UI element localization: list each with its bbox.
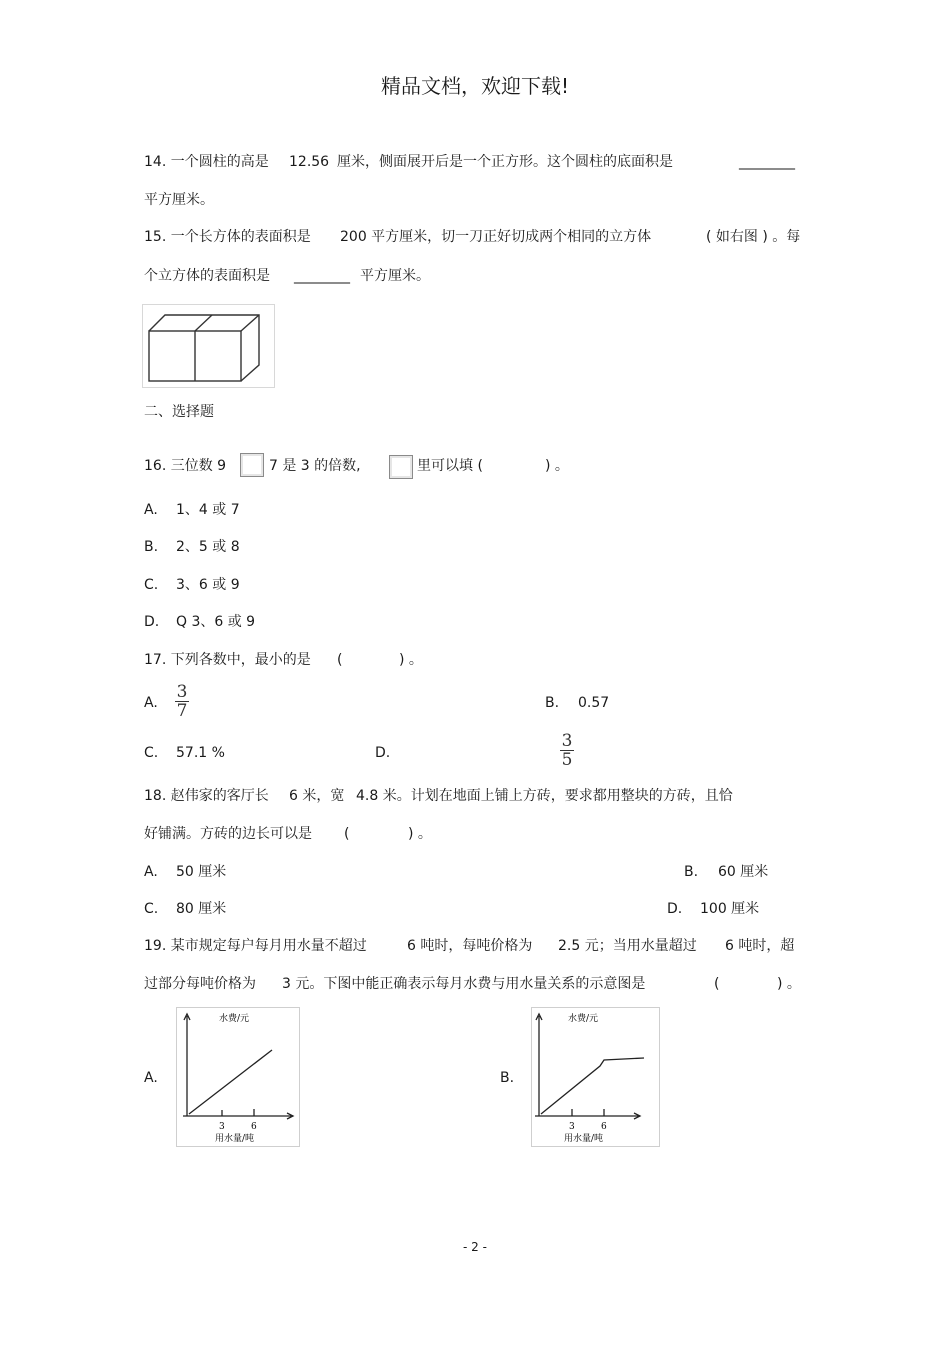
fraction-numerator: 3 bbox=[561, 731, 573, 751]
q19-text-b: 6 吨时，每吨价格为 bbox=[407, 938, 533, 954]
q19-text-line2a: 过部分每吨价格为 bbox=[144, 976, 256, 992]
q15-text-c: ( 如右图 ) 。每 bbox=[706, 229, 801, 245]
graph-b-xlabel: 用水量/吨 bbox=[564, 1134, 604, 1144]
digit-box bbox=[240, 453, 264, 477]
q14-text-c: 厘米，侧面展开后是一个正方形。这个圆柱的底面积是 bbox=[337, 154, 673, 170]
q19-text-line2d: ) 。 bbox=[777, 976, 801, 992]
q16-option-letter: B. bbox=[144, 539, 159, 555]
page-number: - 2 - bbox=[463, 1240, 487, 1254]
cubes-figure bbox=[142, 304, 275, 388]
q18-option-text: 80 厘米 bbox=[176, 901, 227, 917]
q19-text-line2c: ( bbox=[714, 976, 720, 992]
q17-option-c-letter: C. bbox=[144, 745, 159, 761]
digit-box bbox=[389, 455, 413, 479]
q17-option-c-text: 57.1 % bbox=[176, 745, 225, 761]
q16-text-d: ) 。 bbox=[545, 458, 569, 474]
graph-a-plot bbox=[177, 1008, 299, 1146]
q17-text-a: 17. 下列各数中，最小的是 bbox=[144, 652, 311, 668]
q19-text-d: 6 吨时，超 bbox=[725, 938, 795, 954]
q16-option-text: 2、5 或 8 bbox=[176, 539, 240, 555]
q17-text-c: ) 。 bbox=[399, 652, 423, 668]
q14-blank: ________ bbox=[739, 154, 795, 170]
q17-option-b-text: 0.57 bbox=[578, 695, 610, 711]
fraction-3-7 bbox=[175, 684, 189, 719]
q15-blank: ________ bbox=[294, 268, 350, 284]
q17-option-b-letter: B. bbox=[545, 695, 560, 711]
graph-b bbox=[531, 1007, 660, 1147]
q18-text-line2c: ) 。 bbox=[408, 826, 432, 842]
graph-line bbox=[189, 1050, 272, 1114]
graph-a-tick-6: 6 bbox=[251, 1122, 257, 1132]
cubes-drawing bbox=[143, 305, 274, 387]
q14-text-line2: 平方厘米。 bbox=[144, 192, 214, 208]
q14-text-b: 12.56 bbox=[289, 154, 330, 170]
q18-text-line2b: ( bbox=[344, 826, 350, 842]
graph-a-xlabel: 用水量/吨 bbox=[215, 1134, 255, 1144]
q16-option-text: 1、4 或 7 bbox=[176, 502, 240, 518]
q18-text-b: 6 米，宽 bbox=[289, 788, 345, 804]
graph-b-letter: B. bbox=[500, 1070, 515, 1086]
graph-a-ylabel: 水费/元 bbox=[219, 1014, 250, 1024]
graph-line bbox=[541, 1058, 644, 1114]
q16-option-text: Q 3、6 或 9 bbox=[176, 614, 256, 630]
fraction-denominator: 7 bbox=[176, 701, 188, 721]
q17-option-a-letter: A. bbox=[144, 695, 158, 711]
q18-option-letter: A. bbox=[144, 864, 158, 880]
q18-option-text: 50 厘米 bbox=[176, 864, 227, 880]
section-title: 二、选择题 bbox=[144, 404, 214, 420]
fraction-numerator: 3 bbox=[176, 682, 188, 702]
q18-option-text: 100 厘米 bbox=[700, 901, 760, 917]
q17-text-b: ( bbox=[337, 652, 343, 668]
fraction-3-5 bbox=[560, 733, 574, 768]
q18-option-letter: C. bbox=[144, 901, 159, 917]
graph-b-tick-3: 3 bbox=[569, 1122, 575, 1132]
graph-b-plot bbox=[532, 1008, 659, 1146]
fraction-denominator: 5 bbox=[561, 750, 573, 770]
graph-b-tick-6: 6 bbox=[601, 1122, 607, 1132]
page-title: 精品文档，欢迎下载! bbox=[380, 74, 570, 98]
q17-option-d-letter: D. bbox=[375, 745, 391, 761]
q16-text-c: 里可以填 ( bbox=[417, 458, 483, 474]
graph-a bbox=[176, 1007, 300, 1147]
q18-option-letter: B. bbox=[684, 864, 699, 880]
q18-text-line2a: 好铺满。方砖的边长可以是 bbox=[144, 826, 312, 842]
q15-text-line2b: 平方厘米。 bbox=[360, 268, 430, 284]
q16-option-letter: C. bbox=[144, 577, 159, 593]
q15-text-line2a: 个立方体的表面积是 bbox=[144, 268, 270, 284]
q15-text-b: 200 平方厘米，切一刀正好切成两个相同的立方体 bbox=[340, 229, 652, 245]
graph-b-ylabel: 水费/元 bbox=[568, 1014, 599, 1024]
graph-a-tick-3: 3 bbox=[219, 1122, 225, 1132]
q19-text-line2b: 3 元。下图中能正确表示每月水费与用水量关系的示意图是 bbox=[282, 976, 646, 992]
q14-text-a: 14. 一个圆柱的高是 bbox=[144, 154, 269, 170]
q16-option-text: 3、6 或 9 bbox=[176, 577, 240, 593]
graph-a-letter: A. bbox=[144, 1070, 158, 1086]
q16-option-letter: D. bbox=[144, 614, 160, 630]
q16-option-letter: A. bbox=[144, 502, 158, 518]
q16-text-a: 16. 三位数 9 bbox=[144, 458, 227, 474]
q16-text-b: 7 是 3 的倍数, bbox=[269, 458, 361, 474]
q18-text-c: 4.8 米。计划在地面上铺上方砖，要求都用整块的方砖，且恰 bbox=[356, 788, 733, 804]
q15-text-a: 15. 一个长方体的表面积是 bbox=[144, 229, 311, 245]
q19-text-c: 2.5 元；当用水量超过 bbox=[558, 938, 697, 954]
q18-option-letter: D. bbox=[667, 901, 683, 917]
q19-text-a: 19. 某市规定每户每月用水量不超过 bbox=[144, 938, 367, 954]
q18-text-a: 18. 赵伟家的客厅长 bbox=[144, 788, 269, 804]
q18-option-text: 60 厘米 bbox=[718, 864, 769, 880]
